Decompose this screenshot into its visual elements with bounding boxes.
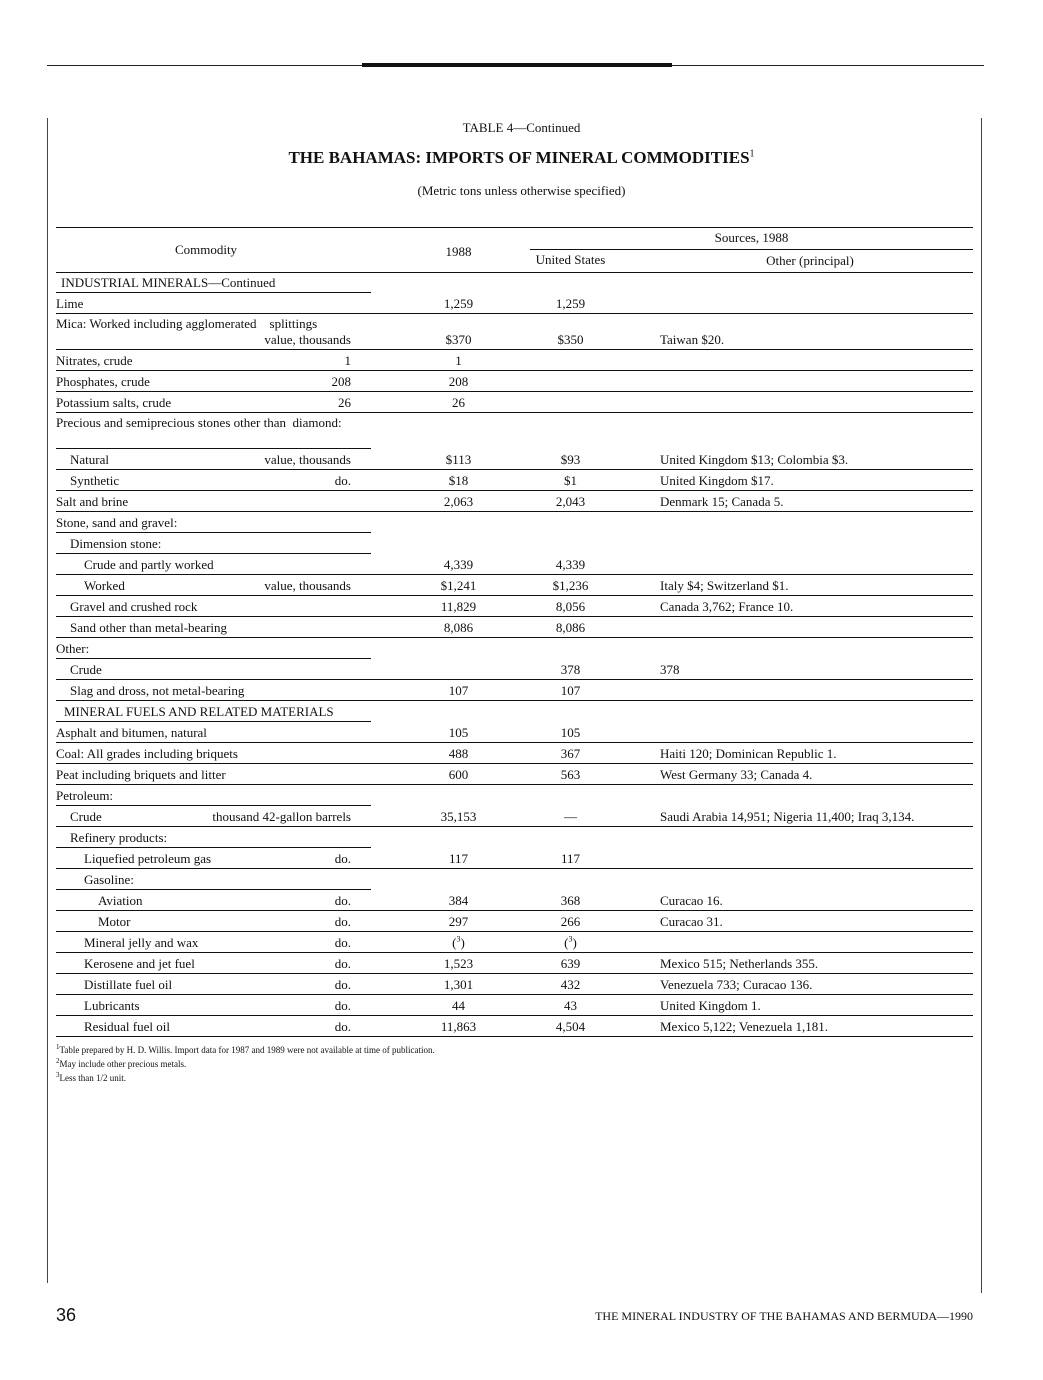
row-value-united-states: 4,504 xyxy=(555,1019,586,1034)
footnote-2 xyxy=(56,1057,186,1069)
row-commodity: Mica: Worked including agglomerated splittings xyxy=(56,316,318,331)
row-value-united-states: — xyxy=(564,809,577,824)
row-value-1988: $113 xyxy=(445,452,472,467)
table-row xyxy=(56,701,973,722)
row-unit: do. xyxy=(334,935,351,950)
table-row xyxy=(56,722,973,743)
row-commodity: Lubricants xyxy=(84,998,140,1013)
row-value-united-states: 266 xyxy=(560,914,581,929)
row-value-other: Italy $4; Switzerland $1. xyxy=(660,578,789,593)
table-row xyxy=(56,1016,973,1037)
row-commodity: Other: xyxy=(56,641,90,656)
row-value-1988: 8,086 xyxy=(443,620,474,635)
table-row xyxy=(56,314,973,350)
column-header-commodity: Commodity xyxy=(174,242,238,257)
row-commodity: Natural xyxy=(70,452,109,467)
row-value-other: Canada 3,762; France 10. xyxy=(660,599,794,614)
row-commodity: Dimension stone: xyxy=(70,536,162,551)
row-commodity: Nitrates, crude xyxy=(56,353,133,368)
row-value-1988: 600 xyxy=(448,767,469,782)
column-header-sources: Sources, 1988 xyxy=(714,230,789,245)
row-unit: value, thousands xyxy=(264,452,351,467)
row-commodity: MINERAL FUELS AND RELATED MATERIALS xyxy=(64,704,334,719)
row-value-1988: 117 xyxy=(448,851,469,866)
table-row xyxy=(56,272,973,293)
row-value-united-states: $350 xyxy=(557,332,584,347)
row-value-1988: 11,863 xyxy=(440,1019,477,1034)
row-commodity: Crude xyxy=(70,662,102,677)
left-margin-line xyxy=(47,118,48,1283)
table-row xyxy=(56,785,973,806)
row-value-other: Denmark 15; Canada 5. xyxy=(660,494,784,509)
row-value-united-states: $1 xyxy=(564,473,577,488)
row-value-united-states: 8,086 xyxy=(555,620,586,635)
row-value-1988: $1,241 xyxy=(440,578,477,593)
row-unit: do. xyxy=(334,1019,351,1034)
row-unit: 26 xyxy=(338,395,351,410)
row-value-united-states: 563 xyxy=(560,767,581,782)
row-value-1988: 1,523 xyxy=(443,956,474,971)
row-commodity: Kerosene and jet fuel xyxy=(84,956,195,971)
footnote-3 xyxy=(56,1071,126,1083)
row-value-united-states: $93 xyxy=(560,452,581,467)
table-row xyxy=(56,293,973,314)
row-value-united-states: 8,056 xyxy=(555,599,586,614)
row-value-1988: ($^3$) xyxy=(452,934,465,950)
row-commodity: Slag and dross, not metal-bearing xyxy=(70,683,245,698)
footnote-2-mark: 2 xyxy=(56,1057,60,1065)
row-value-1988: 1 xyxy=(455,353,462,368)
row-value-other: 378 xyxy=(660,662,680,677)
column-header-united-states: United States xyxy=(535,252,606,267)
row-value-other: United Kingdom 1. xyxy=(660,998,761,1013)
column-header-other: Other (principal) xyxy=(766,253,854,268)
row-value-1988: 208 xyxy=(448,374,469,389)
table-row xyxy=(56,806,973,827)
row-commodity: Coal: All grades including briquets xyxy=(56,746,238,761)
page-number: 36 xyxy=(56,1305,77,1325)
imports-table xyxy=(56,272,973,1037)
table-title xyxy=(0,148,1043,168)
row-commodity: Mineral jelly and wax xyxy=(84,935,199,950)
table-row xyxy=(56,512,973,533)
table-row xyxy=(56,932,973,953)
table-row xyxy=(56,953,973,974)
table-row xyxy=(56,617,973,638)
row-value-other: Mexico 515; Netherlands 355. xyxy=(660,956,819,971)
row-value-1988: 297 xyxy=(448,914,469,929)
row-commodity: Crude and partly worked xyxy=(84,557,214,572)
row-value-1988: 1,301 xyxy=(443,977,474,992)
row-value-united-states: 378 xyxy=(560,662,581,677)
row-commodity: Liquefied petroleum gas xyxy=(84,851,212,866)
row-value-united-states: 432 xyxy=(560,977,581,992)
row-unit: do. xyxy=(334,998,351,1013)
row-value-other: Venezuela 733; Curacao 136. xyxy=(660,977,813,992)
row-value-1988: 4,339 xyxy=(443,557,474,572)
row-commodity: Phosphates, crude xyxy=(56,374,150,389)
row-value-united-states: 639 xyxy=(560,956,581,971)
header-rule-top xyxy=(56,227,973,228)
row-value-1988: 107 xyxy=(448,683,469,698)
row-value-united-states: 4,339 xyxy=(555,557,586,572)
table-subtitle: (Metric tons unless otherwise specified) xyxy=(417,183,626,198)
table-row xyxy=(56,659,973,680)
row-unit: thousand 42-gallon barrels xyxy=(212,809,351,824)
row-value-united-states: 107 xyxy=(560,683,581,698)
row-commodity: Potassium salts, crude xyxy=(56,395,172,410)
footnote-1-mark: 1 xyxy=(56,1043,60,1051)
table-row xyxy=(56,371,973,392)
row-value-other: United Kingdom $13; Colombia $3. xyxy=(660,452,849,467)
table-row xyxy=(56,470,973,491)
table-title-text: THE BAHAMAS: IMPORTS OF MINERAL COMMODITIES xyxy=(288,148,750,167)
row-unit: value, thousands xyxy=(264,578,351,593)
row-value-united-states: 1,259 xyxy=(555,296,586,311)
row-commodity: INDUSTRIAL MINERALS—Continued xyxy=(61,275,276,290)
table-row xyxy=(56,554,973,575)
table-row xyxy=(56,350,973,371)
row-value-other: United Kingdom $17. xyxy=(660,473,774,488)
row-commodity: Gasoline: xyxy=(84,872,134,887)
table-row xyxy=(56,869,973,890)
row-commodity: Salt and brine xyxy=(56,494,129,509)
row-value-1988: 11,829 xyxy=(440,599,477,614)
footnote-2-text: May include other precious metals. xyxy=(59,1059,187,1069)
row-unit: do. xyxy=(334,473,351,488)
row-value-other: Haiti 120; Dominican Republic 1. xyxy=(660,746,837,761)
table-row xyxy=(56,575,973,596)
table-row xyxy=(56,680,973,701)
row-commodity: Gravel and crushed rock xyxy=(70,599,198,614)
table-row xyxy=(56,974,973,995)
footnote-3-text: Less than 1/2 unit. xyxy=(59,1073,126,1083)
row-unit: value, thousands xyxy=(264,332,351,347)
table-row xyxy=(56,491,973,512)
table-row xyxy=(56,890,973,911)
table-row xyxy=(56,743,973,764)
row-value-other: Saudi Arabia 14,951; Nigeria 11,400; Iraq 3,134. xyxy=(660,809,915,824)
row-value-1988: 384 xyxy=(448,893,469,908)
row-value-1988: 35,153 xyxy=(440,809,477,824)
running-footer: THE MINERAL INDUSTRY OF THE BAHAMAS AND BERMUDA—1990 xyxy=(595,1309,973,1323)
footnote-1-text: Table prepared by H. D. Willis. Import data for 1987 and 1989 were not available at time of publication. xyxy=(59,1045,435,1055)
row-value-other: Curacao 16. xyxy=(660,893,723,908)
row-value-united-states: $1,236 xyxy=(552,578,589,593)
table-row xyxy=(56,764,973,785)
footnote-1 xyxy=(56,1043,435,1055)
row-value-united-states: 43 xyxy=(564,998,577,1013)
row-value-united-states: ($^3$) xyxy=(564,934,577,950)
row-unit: do. xyxy=(334,914,351,929)
footnote-3-mark: 3 xyxy=(56,1071,60,1079)
row-unit: do. xyxy=(334,977,351,992)
row-commodity: Precious and semiprecious stones other than diamond: xyxy=(56,415,342,430)
row-commodity: Aviation xyxy=(98,893,143,908)
row-unit: do. xyxy=(334,851,351,866)
row-commodity: Synthetic xyxy=(70,473,120,488)
row-commodity: Lime xyxy=(56,296,84,311)
table-row xyxy=(56,995,973,1016)
table-row xyxy=(56,827,973,848)
header-rule-sources xyxy=(530,249,973,250)
table-row xyxy=(56,533,973,554)
row-value-1988: 105 xyxy=(448,725,469,740)
table-label: TABLE 4—Continued xyxy=(462,120,581,135)
row-value-other: West Germany 33; Canada 4. xyxy=(660,767,813,782)
row-unit: do. xyxy=(334,893,351,908)
row-value-united-states: 368 xyxy=(560,893,581,908)
row-unit: do. xyxy=(334,956,351,971)
row-commodity: Sand other than metal-bearing xyxy=(70,620,228,635)
table-row xyxy=(56,638,973,659)
top-rule-thick xyxy=(362,63,672,67)
row-commodity: Stone, sand and gravel: xyxy=(56,515,178,530)
row-unit: 1 xyxy=(344,353,351,368)
row-value-united-states: 367 xyxy=(560,746,581,761)
row-value-other: Curacao 31. xyxy=(660,914,723,929)
row-value-united-states: 117 xyxy=(560,851,581,866)
row-commodity: Worked xyxy=(84,578,125,593)
table-row xyxy=(56,392,973,413)
row-value-1988: 488 xyxy=(448,746,469,761)
row-commodity: Crude xyxy=(70,809,102,824)
row-value-1988: $370 xyxy=(445,332,472,347)
right-margin-line xyxy=(981,118,982,1293)
row-value-other: Taiwan $20. xyxy=(660,332,725,347)
row-value-other: Mexico 5,122; Venezuela 1,181. xyxy=(660,1019,828,1034)
row-commodity: Asphalt and bitumen, natural xyxy=(56,725,207,740)
table-row xyxy=(56,596,973,617)
table-row xyxy=(56,449,973,470)
column-header-1988: 1988 xyxy=(445,244,472,259)
row-commodity: Residual fuel oil xyxy=(84,1019,170,1034)
table-row xyxy=(56,413,973,449)
row-value-united-states: 105 xyxy=(560,725,581,740)
row-value-1988: 1,259 xyxy=(443,296,474,311)
table-row xyxy=(56,848,973,869)
table-title-footnote-mark: 1 xyxy=(749,148,755,160)
row-value-united-states: 2,043 xyxy=(555,494,586,509)
row-commodity: Petroleum: xyxy=(56,788,114,803)
row-commodity: Peat including briquets and litter xyxy=(56,767,226,782)
row-commodity: Distillate fuel oil xyxy=(84,977,173,992)
row-unit: 208 xyxy=(331,374,351,389)
row-commodity: Refinery products: xyxy=(70,830,168,845)
row-value-1988: 2,063 xyxy=(443,494,474,509)
row-value-1988: 44 xyxy=(452,998,465,1013)
row-value-1988: $18 xyxy=(448,473,469,488)
table-row xyxy=(56,911,973,932)
row-commodity: Motor xyxy=(98,914,131,929)
row-value-1988: 26 xyxy=(452,395,465,410)
